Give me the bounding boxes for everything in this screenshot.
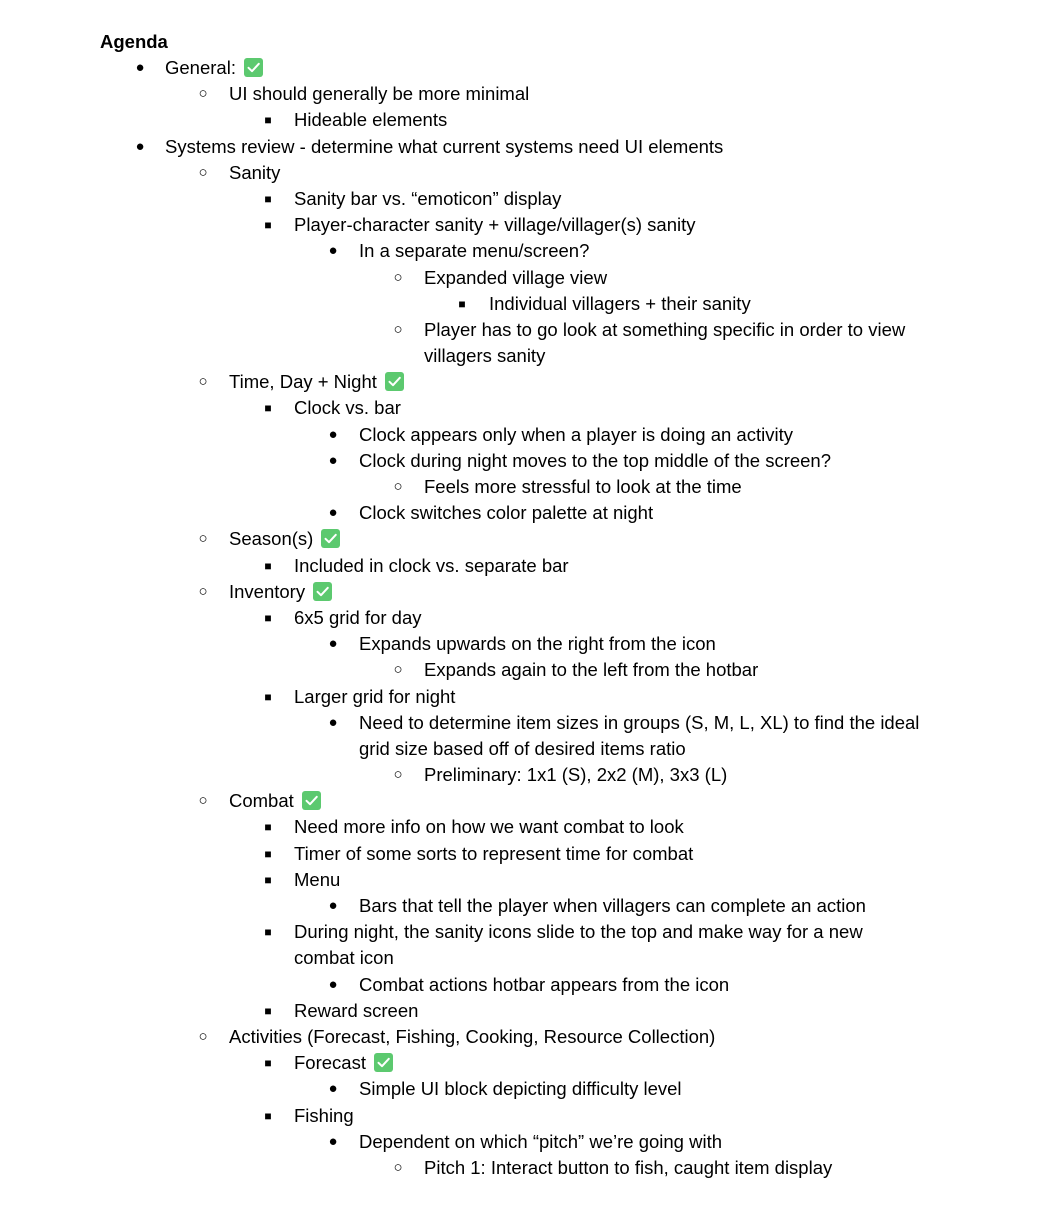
list-item-text	[359, 893, 929, 919]
list-item-text	[294, 553, 569, 579]
list-item	[0, 1024, 1045, 1050]
list-item-label: Hideable elements	[294, 109, 448, 131]
list-item-label: Reward screen	[294, 999, 419, 1021]
list-item-label: Activities (Forecast, Fishing, Cooking, Resource Collection)	[229, 1025, 716, 1047]
list-item-label: Included in clock vs. separate bar	[294, 554, 569, 576]
list-item-label: Player has to go look at something specific in order to view villagers sanity	[424, 318, 906, 367]
bullet-marker: ●	[328, 897, 338, 915]
list-item-label: Need more info on how we want combat to look	[294, 816, 684, 838]
list-item-text	[294, 814, 684, 840]
list-item-label: Expands upwards on the right from the icon	[359, 633, 716, 655]
list-item	[0, 395, 1045, 421]
bullet-marker: ■	[264, 689, 272, 704]
list-item-text	[294, 1050, 393, 1076]
list-item-label: Need to determine item sizes in groups (S, M, L, XL) to find the ideal grid size based off of desired items ratio	[359, 711, 920, 759]
list-item-label: During night, the sanity icons slide to the top and make way for a new combat icon	[294, 921, 863, 969]
list-item	[0, 657, 1045, 683]
list-item-label: Inventory	[229, 580, 306, 602]
list-item	[0, 919, 1045, 971]
list-item-text	[424, 762, 964, 788]
list-item	[0, 448, 1045, 474]
list-item	[0, 526, 1045, 552]
list-item-text	[294, 684, 455, 710]
list-item-text	[359, 972, 929, 998]
list-item	[0, 814, 1045, 840]
list-item-text	[294, 212, 696, 238]
bullet-marker: ■	[264, 191, 272, 206]
list-item-label: Combat actions hotbar appears from the icon	[359, 973, 730, 995]
list-item-label: Sanity	[229, 161, 281, 183]
bullet-marker: ■	[264, 558, 272, 573]
list-item	[0, 684, 1045, 710]
check-mark-icon	[374, 1053, 393, 1072]
bullet-marker: ●	[135, 59, 145, 76]
list-item-label: General:	[165, 57, 236, 78]
list-item-text	[359, 500, 929, 526]
list-item	[0, 107, 1045, 133]
bullet-marker: ■	[264, 820, 272, 835]
list-item	[0, 474, 1045, 500]
bullet-marker: ●	[328, 1132, 338, 1150]
bullet-marker: ■	[264, 401, 272, 416]
list-item	[0, 369, 1045, 395]
list-item	[0, 238, 1045, 264]
list-item-label: Systems review - determine what current systems need UI elements	[165, 135, 724, 157]
list-item-label: Forecast	[294, 1052, 366, 1074]
list-item-text	[359, 1129, 929, 1155]
bullet-marker: ■	[264, 610, 272, 625]
list-item-text	[424, 1155, 964, 1181]
list-item	[0, 186, 1045, 212]
check-mark-icon	[302, 791, 321, 810]
bullet-marker: ●	[328, 975, 338, 993]
list-item-text	[294, 867, 340, 893]
list-item	[0, 500, 1045, 526]
bullet-marker: ○	[198, 792, 208, 810]
list-item-label: In a separate menu/screen?	[359, 240, 590, 262]
list-item-text	[294, 998, 418, 1024]
list-item	[0, 605, 1045, 631]
bullet-marker: ■	[264, 872, 272, 887]
bullet-marker: ■	[264, 1003, 272, 1018]
list-item-label: Combat	[229, 790, 294, 812]
list-item-text	[489, 291, 751, 317]
bullet-marker: ○	[393, 478, 403, 496]
list-item-label: Timer of some sorts to represent time for combat	[294, 842, 694, 864]
bullet-marker: ●	[328, 242, 338, 260]
list-item	[0, 893, 1045, 919]
bullet-marker: ○	[198, 163, 208, 181]
list-item-label: Feels more stressful to look at the time	[424, 476, 742, 498]
bullet-marker: ■	[264, 113, 272, 128]
bullet-marker: ■	[264, 1108, 272, 1123]
list-item-text	[424, 657, 964, 683]
bullet-marker: ○	[393, 268, 403, 286]
list-item-text	[359, 422, 929, 448]
list-item-text	[359, 1076, 929, 1102]
bullet-marker: ○	[393, 1158, 403, 1176]
list-item-label: 6x5 grid for day	[294, 606, 422, 628]
check-mark-icon	[321, 529, 340, 548]
bullet-marker: ■	[264, 846, 272, 861]
list-item-text	[294, 186, 561, 212]
list-item-label: Simple UI block depicting difficulty level	[359, 1078, 682, 1100]
check-mark-icon	[244, 58, 263, 77]
list-item-label: Dependent on which “pitch” we’re going with	[359, 1130, 723, 1152]
bullet-marker: ■	[264, 1056, 272, 1071]
list-item-label: Menu	[294, 868, 341, 890]
bullet-marker: ■	[264, 925, 272, 940]
list-item-text	[229, 369, 404, 395]
list-item-text	[294, 605, 422, 631]
bullet-marker: ■	[264, 218, 272, 233]
list-item-text	[165, 55, 263, 81]
check-mark-icon	[313, 582, 332, 601]
list-item-label: Bars that tell the player when villagers can complete an action	[359, 895, 866, 917]
list-item	[0, 1050, 1045, 1076]
list-item-label: Preliminary: 1x1 (S), 2x2 (M), 3x3 (L)	[424, 764, 728, 786]
bullet-marker: ●	[328, 1080, 338, 1098]
list-item-label: Clock switches color palette at night	[359, 502, 654, 524]
list-item	[0, 762, 1045, 788]
list-item	[0, 972, 1045, 998]
bullet-marker: ○	[198, 373, 208, 391]
bullet-marker: ○	[198, 85, 208, 103]
list-item-text	[424, 265, 964, 291]
list-item-label: Sanity bar vs. “emoticon” display	[294, 187, 562, 209]
list-item	[0, 81, 1045, 107]
list-item-label: Time, Day + Night	[229, 371, 377, 393]
list-item-text	[165, 134, 723, 160]
agenda-heading: Agenda	[100, 31, 168, 52]
list-item-text	[294, 107, 447, 133]
list-item	[0, 212, 1045, 238]
list-item	[0, 422, 1045, 448]
list-item	[0, 1155, 1045, 1181]
list-item-label: Season(s)	[229, 528, 314, 550]
list-item	[0, 134, 1045, 160]
bullet-marker: ○	[198, 530, 208, 548]
list-item-label: Individual villagers + their sanity	[489, 292, 751, 314]
bullet-marker: ●	[328, 504, 338, 522]
bullet-marker: ●	[328, 635, 338, 653]
list-item-label: Player-character sanity + village/villager(s) sanity	[294, 214, 696, 236]
list-item-text	[229, 1024, 715, 1050]
list-item-text	[424, 317, 964, 369]
list-item	[0, 867, 1045, 893]
list-item-label: Fishing	[294, 1104, 354, 1126]
list-item	[0, 1103, 1045, 1129]
list-item-text	[229, 788, 321, 814]
agenda-list	[0, 55, 1045, 1181]
list-item	[0, 1076, 1045, 1102]
list-item	[0, 317, 1045, 369]
list-item-text	[294, 395, 401, 421]
list-item-label: UI should generally be more minimal	[229, 83, 530, 105]
bullet-marker: ○	[198, 582, 208, 600]
bullet-marker: ○	[198, 1027, 208, 1045]
list-item	[0, 841, 1045, 867]
list-item-label: Expanded village view	[424, 266, 608, 288]
bullet-marker: ●	[328, 713, 338, 731]
list-item-text	[229, 160, 280, 186]
bullet-marker: ●	[328, 425, 338, 443]
list-item	[0, 710, 1045, 762]
list-item-text	[294, 841, 693, 867]
list-item	[0, 998, 1045, 1024]
list-item	[0, 553, 1045, 579]
list-item-label: Clock vs. bar	[294, 397, 401, 419]
list-item-label: Clock appears only when a player is doing an activity	[359, 423, 793, 445]
list-item-text	[229, 579, 332, 605]
list-item	[0, 1129, 1045, 1155]
list-item	[0, 631, 1045, 657]
bullet-marker: ○	[393, 320, 403, 338]
list-item	[0, 55, 1045, 81]
list-item-text	[294, 1103, 354, 1129]
bullet-marker: ●	[135, 137, 145, 155]
list-item	[0, 579, 1045, 605]
bullet-marker: ○	[393, 661, 403, 679]
bullet-marker: ●	[328, 451, 338, 469]
bullet-marker: ○	[393, 766, 403, 784]
list-item-label: Pitch 1: Interact button to fish, caught item display	[424, 1156, 833, 1178]
list-item-text	[359, 710, 929, 762]
list-item-text	[359, 448, 929, 474]
bullet-marker: ■	[458, 296, 466, 311]
check-mark-icon	[385, 372, 404, 391]
list-item-text	[294, 919, 924, 971]
list-item-label: Clock during night moves to the top middle of the screen?	[359, 449, 832, 471]
list-item	[0, 265, 1045, 291]
list-item-text	[229, 81, 529, 107]
list-item-text	[229, 526, 340, 552]
list-item	[0, 788, 1045, 814]
list-item-label: Larger grid for night	[294, 685, 456, 707]
list-item-text	[359, 238, 929, 264]
list-item	[0, 160, 1045, 186]
list-item	[0, 291, 1045, 317]
list-item-text	[424, 474, 964, 500]
list-item-label: Expands again to the left from the hotbar	[424, 659, 759, 681]
list-item-text	[359, 631, 929, 657]
